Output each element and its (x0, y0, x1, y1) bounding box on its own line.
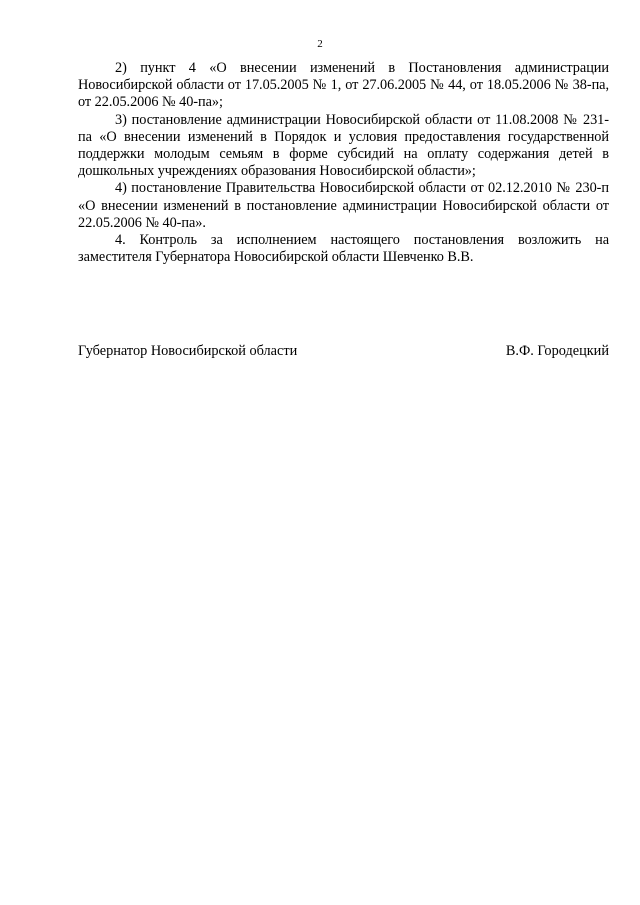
paragraph-item-3: 3) постановление администрации Новосибирской области от 11.08.2008 № 231-па «О внесении изменений в Порядок и условия предоставления государственной поддержки молодым семьям в форме субсидий на оплату содержания детей в дошкольных учреждениях образования Новосибирской области»; (78, 111, 609, 180)
paragraph-control-clause: 4. Контроль за исполнением настоящего постановления возложить на заместителя Губернатора Новосибирской области Шевченко В.В. (78, 232, 609, 266)
paragraph-item-2: 2) пункт 4 «О внесении изменений в Постановления администрации Новосибирской области от 17.05.2005 № 1, от 27.06.2005 № 44, от 18.05.2006 № 38-па, от 22.05.2006 № 40-па»; (78, 60, 609, 111)
paragraph-item-4: 4) постановление Правительства Новосибирской области от 02.12.2010 № 230-п «О внесении изменений в постановление администрации Новосибирской области от 22.05.2006 № 40-па». (78, 180, 609, 231)
document-body (78, 60, 609, 266)
page-number: 2 (317, 38, 323, 50)
signatory-name: В.Ф. Городецкий (505, 343, 609, 359)
signature-block (78, 343, 609, 360)
signatory-position: Губернатор Новосибирской области (78, 343, 298, 359)
